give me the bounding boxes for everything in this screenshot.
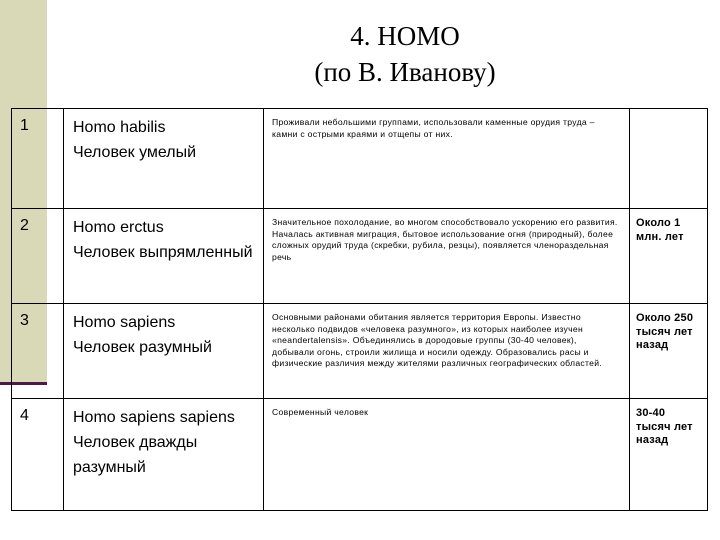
table-row: [12, 399, 708, 511]
species-latin-name: Homo habilis: [73, 119, 166, 136]
species-age: [630, 109, 708, 209]
species-description: Современный человек: [264, 399, 630, 511]
species-description: Значительное похолодание, во многом способствовало ускорению его развития. Началась активная миграция, бытовое использование огня (природный), более сложных орудий труда (скребки, рубила, резцы), появляется членораздельная речь: [264, 209, 630, 304]
species-russian-name: Человек выпрямленный: [73, 244, 253, 261]
table-row: [12, 109, 708, 209]
species-description: Проживали небольшими группами, использовали каменные орудия труда – камни с острыми краями и отщепы от них.: [264, 109, 630, 209]
species-name-cell: [64, 209, 264, 304]
row-number: 1: [12, 109, 64, 209]
species-russian-name: Человек разумный: [73, 339, 212, 356]
species-latin-name: Homo sapiens sapiens: [73, 409, 235, 426]
species-russian-name: Человек дважды разумный: [73, 434, 198, 476]
species-latin-name: Homo erctus: [73, 219, 164, 236]
species-age: Около 1 млн. лет: [630, 209, 708, 304]
table-row: [12, 209, 708, 304]
slide-title: [180, 18, 630, 90]
title-line-2: (по В. Иванову): [314, 57, 496, 87]
species-age: 30-40 тысяч лет назад: [630, 399, 708, 511]
species-russian-name: Человек умелый: [73, 144, 197, 161]
species-age: Около 250 тысяч лет назад: [630, 304, 708, 399]
species-name-cell: [64, 304, 264, 399]
row-number: 4: [12, 399, 64, 511]
species-description: Основными районами обитания является территория Европы. Известно несколько подвидов «человека разумного», из которых наиболее изучен «neandertalensis». Объединялись в дородовые группы (30-40 человек), добывали огонь, строили жилища и носили одежду. Образовались расы и физические различия между жителями различных географических областей.: [264, 304, 630, 399]
species-name-cell: [64, 109, 264, 209]
homo-table: [11, 108, 708, 511]
row-number: 2: [12, 209, 64, 304]
title-line-1: 4. HOMO: [350, 21, 460, 51]
table-row: [12, 304, 708, 399]
species-latin-name: Homo sapiens: [73, 314, 176, 331]
row-number: 3: [12, 304, 64, 399]
species-name-cell: [64, 399, 264, 511]
